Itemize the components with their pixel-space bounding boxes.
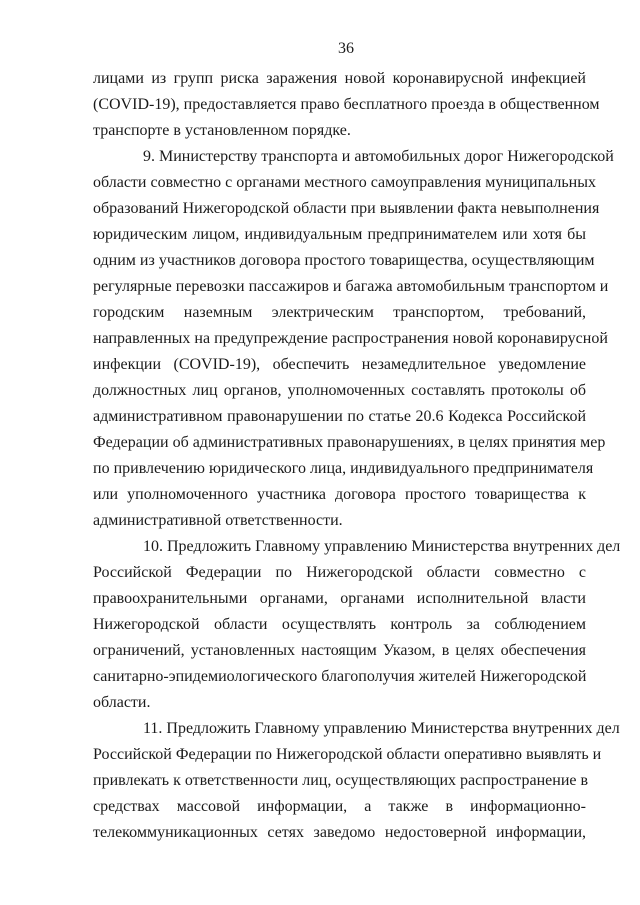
paragraph-2-line: направленных на предупреждение распространения новой коронавирусной (93, 330, 608, 347)
paragraph-2-line: 9. Министерству транспорта и автомобильных дорог Нижегородской (143, 148, 614, 165)
paragraph-2-line: городским наземным электрическим транспортом, требований, (93, 304, 586, 321)
paragraph-2-line: административном правонарушении по статье 20.6 Кодекса Российской (93, 408, 586, 425)
paragraph-3-line: Нижегородской области осуществлять контроль за соблюдением (93, 616, 586, 633)
paragraph-1-line: (COVID-19), предоставляется право бесплатного проезда в общественном (93, 96, 600, 113)
paragraph-4-line: телекоммуникационных сетях заведомо недостоверной информации, (93, 824, 586, 841)
paragraph-2-line: административной ответственности. (93, 512, 343, 529)
paragraph-3-line: области. (93, 694, 151, 711)
page-number: 36 (338, 40, 354, 57)
paragraph-4-line: привлекать к ответственности лиц, осуществляющих распространение в (93, 772, 589, 789)
paragraph-1-line: лицами из групп риска заражения новой коронавирусной инфекцией (93, 70, 586, 87)
paragraph-2-line: по привлечению юридического лица, индивидуального предпринимателя (93, 460, 594, 477)
paragraph-1-line: транспорте в установленном порядке. (93, 122, 351, 139)
paragraph-3-line: правоохранительными органами, органами исполнительной власти (93, 590, 586, 607)
paragraph-2-line: или уполномоченного участника договора простого товарищества к (93, 486, 586, 503)
paragraph-3-line: 10. Предложить Главному управлению Министерства внутренних дел (143, 538, 621, 555)
paragraph-4-line: 11. Предложить Главному управлению Министерства внутренних дел (143, 720, 620, 737)
paragraph-2-line: области совместно с органами местного самоуправления муниципальных (93, 174, 596, 191)
paragraph-2-line: образований Нижегородской области при выявлении факта невыполнения (93, 200, 600, 217)
paragraph-2-line: юридическим лицом, индивидуальным предпринимателем или хотя бы (93, 226, 586, 243)
paragraph-2-line: инфекции (COVID-19), обеспечить незамедлительное уведомление (93, 356, 586, 373)
paragraph-2-line: регулярные перевозки пассажиров и багажа автомобильным транспортом и (93, 278, 609, 295)
paragraph-4-line: средствах массовой информации, а также в информационно- (93, 798, 586, 815)
paragraph-3-line: ограничений, установленных настоящим Указом, в целях обеспечения (93, 642, 586, 659)
document-body (93, 66, 621, 846)
paragraph-3-line: Российской Федерации по Нижегородской области совместно с (93, 564, 586, 581)
paragraph-2-line: Федерации об административных правонарушениях, в целях принятия мер (93, 434, 606, 451)
paragraph-2-line: одним из участников договора простого товарищества, осуществляющим (93, 252, 595, 269)
paragraph-2-line: должностных лиц органов, уполномоченных составлять протоколы об (93, 382, 586, 399)
paragraph-3-line: санитарно-эпидемиологического благополучия жителей Нижегородской (93, 668, 587, 685)
paragraph-4-line: Российской Федерации по Нижегородской области оперативно выявлять и (93, 746, 602, 763)
